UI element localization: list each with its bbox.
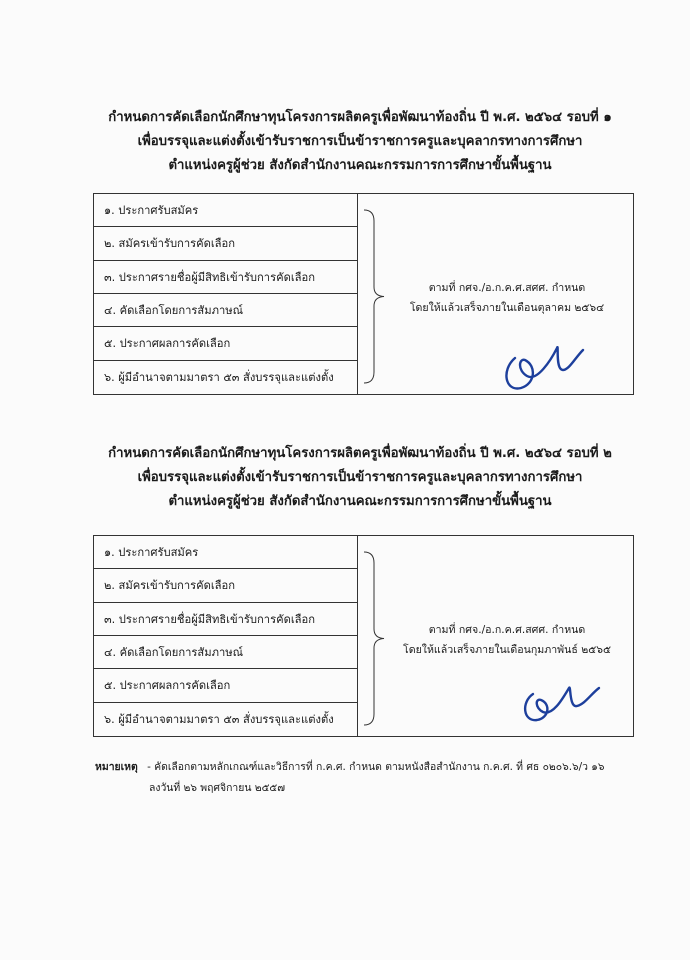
round-2-steps bbox=[94, 536, 358, 736]
round-1-heading bbox=[60, 106, 660, 178]
remark-line-1: - คัดเลือกตามหลักเกณฑ์และวิธีการที่ ก.ค.ศ. กำหนด ตามหนังสือสำนักงาน ก.ค.ศ. ที่ ศธ ๐๒๐๖.๖/ว ๑๖ bbox=[147, 761, 605, 773]
round-1-steps bbox=[94, 194, 358, 394]
round-2-title-line-1: กำหนดการคัดเลือกนักศึกษาทุนโครงการผลิตครูเพื่อพัฒนาท้องถิ่น ปี พ.ศ. ๒๕๖๔ รอบที่ ๒ bbox=[108, 446, 612, 461]
round-1-step-4: ๔. คัดเลือกโดยการสัมภาษณ์ bbox=[94, 294, 357, 327]
round-2-title-line-2: เพื่อบรรจุและแต่งตั้งเข้ารับราชการเป็นข้าราชการครูและบุคลากรทางการศึกษา bbox=[137, 470, 583, 485]
round-2-heading bbox=[60, 442, 660, 514]
round-1-step-1: ๑. ประกาศรับสมัคร bbox=[94, 194, 357, 227]
round-1-title-line-2: เพื่อบรรจุและแต่งตั้งเข้ารับราชการเป็นข้าราชการครูและบุคลากรทางการศึกษา bbox=[137, 134, 583, 149]
remark-label: หมายเหตุ bbox=[95, 761, 138, 773]
round-2-step-5: ๕. ประกาศผลการคัดเลือก bbox=[94, 669, 357, 702]
remark-line-2: ลงวันที่ ๒๖ พฤศจิกายน ๒๕๕๗ bbox=[149, 782, 286, 794]
round-2-step-3: ๓. ประกาศรายชื่อผู้มีสิทธิเข้ารับการคัดเลือก bbox=[94, 603, 357, 636]
round-2-step-6: ๖. ผู้มีอำนาจตามมาตรา ๕๓ สั่งบรรจุและแต่งตั้ง bbox=[104, 712, 334, 726]
round-1-step-3: ๓. ประกาศรายชื่อผู้มีสิทธิเข้ารับการคัดเลือก bbox=[94, 261, 357, 294]
round-2-note-line-2: โดยให้แล้วเสร็จภายในเดือนกุมภาพันธ์ ๒๕๖๕ bbox=[403, 644, 611, 656]
round-1-step-5: ๕. ประกาศผลการคัดเลือก bbox=[94, 327, 357, 360]
round-2-step-1: ๑. ประกาศรับสมัคร bbox=[94, 536, 357, 569]
round-2-deadline-note bbox=[382, 620, 632, 660]
round-1-note-line-2: โดยให้แล้วเสร็จภายในเดือนตุลาคม ๒๕๖๔ bbox=[409, 302, 605, 314]
round-1-deadline-note bbox=[382, 278, 632, 318]
round-1-title-line-3: ตำแหน่งครูผู้ช่วย สังกัดสำนักงานคณะกรรมการการศึกษาขั้นพื้นฐาน bbox=[168, 158, 552, 173]
round-2-step-2: ๒. สมัครเข้ารับการคัดเลือก bbox=[94, 569, 357, 602]
round-2-note-line-1: ตามที่ กศจ./อ.ก.ค.ศ.สศศ. กำหนด bbox=[428, 624, 586, 636]
round-1-signature bbox=[497, 330, 587, 410]
round-2-signature bbox=[513, 672, 603, 732]
round-1-title-line-1: กำหนดการคัดเลือกนักศึกษาทุนโครงการผลิตครูเพื่อพัฒนาท้องถิ่น ปี พ.ศ. ๒๕๖๔ รอบที่ ๑ bbox=[108, 110, 612, 125]
round-1-note-line-1: ตามที่ กศจ./อ.ก.ค.ศ.สศศ. กำหนด bbox=[428, 282, 586, 294]
remark-section bbox=[95, 757, 655, 799]
round-2-title-line-3: ตำแหน่งครูผู้ช่วย สังกัดสำนักงานคณะกรรมการการศึกษาขั้นพื้นฐาน bbox=[168, 494, 552, 509]
round-2-step-4: ๔. คัดเลือกโดยการสัมภาษณ์ bbox=[94, 636, 357, 669]
round-1-step-6: ๖. ผู้มีอำนาจตามมาตรา ๕๓ สั่งบรรจุและแต่งตั้ง bbox=[104, 370, 334, 384]
round-1-step-2: ๒. สมัครเข้ารับการคัดเลือก bbox=[94, 227, 357, 260]
